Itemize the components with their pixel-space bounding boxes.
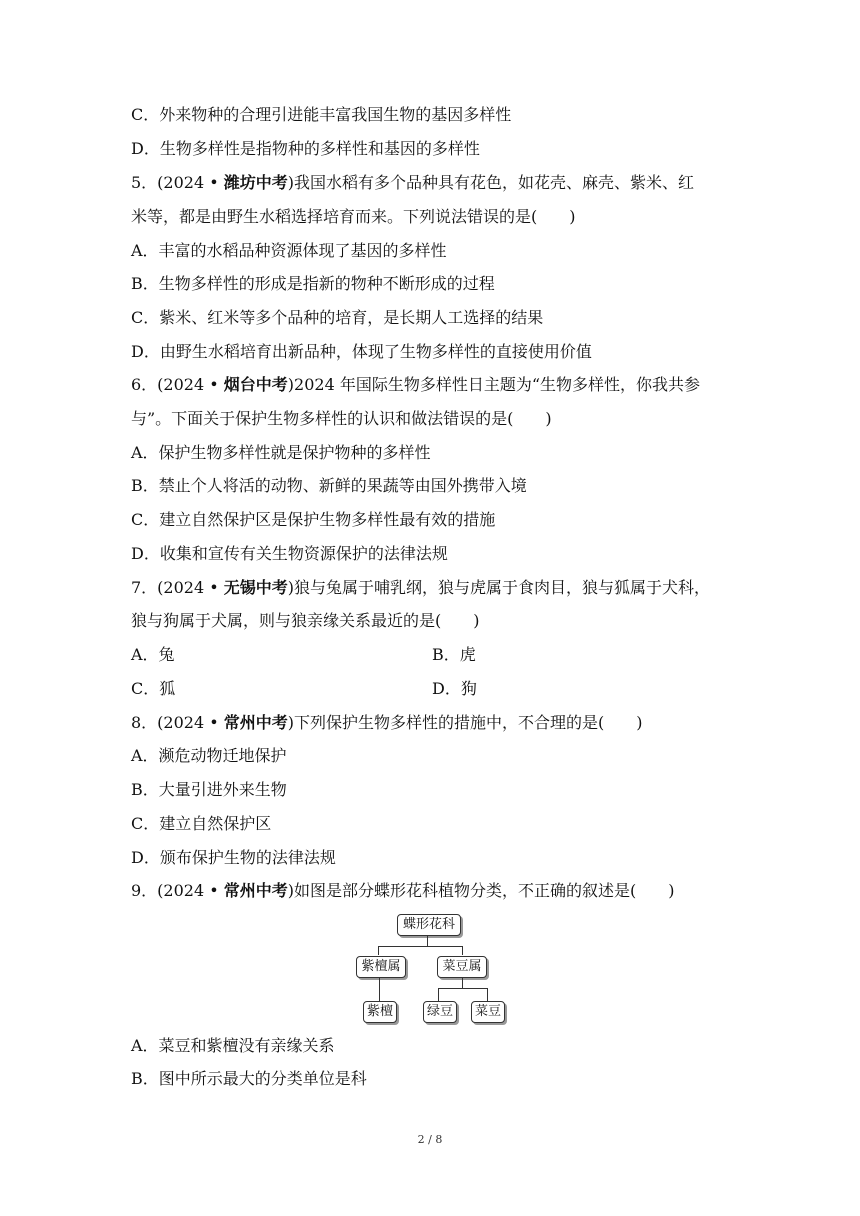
tree-genus-zitan: 紫檀属 — [356, 956, 406, 978]
q7-option-b: B．虎 — [432, 645, 476, 664]
q7-number: 7．(2024 • — [131, 578, 224, 597]
question-9-stem — [131, 881, 731, 901]
q6-option-a: A．保护生物多样性就是保护物种的多样性 — [131, 443, 431, 462]
q9-option-a: A．菜豆和紫檀没有亲缘关系 — [131, 1036, 335, 1055]
tree-connector — [487, 988, 488, 1001]
tree-species-caidou: 菜豆 — [471, 1001, 505, 1023]
q5-option-b: B．生物多样性的形成是指新的物种不断形成的过程 — [131, 274, 495, 293]
question-6-stem-line2: 与”。下面关于保护生物多样性的认识和做法错误的是( ) — [131, 409, 552, 428]
q8-source: 常州中考 — [223, 713, 288, 732]
q8-option-b: B．大量引进外来生物 — [131, 780, 287, 799]
q8-option-d: D．颁布保护生物的法律法规 — [131, 848, 336, 867]
q8-option-c: C．建立自然保护区 — [131, 814, 272, 833]
q6-option-d: D．收集和宣传有关生物资源保护的法律法规 — [131, 544, 448, 563]
q5-source: 潍坊中考 — [223, 173, 288, 192]
tree-connector — [379, 978, 380, 1001]
q6-number: 6．(2024 • — [131, 375, 224, 394]
tree-root: 蝶形花科 — [397, 914, 461, 936]
q7-source: 无锡中考 — [223, 578, 288, 597]
q5-text: )我国水稻有多个品种具有花色，如花壳、麻壳、紫米、红 — [287, 173, 695, 192]
question-5-stem-line2: 米等，都是由野生水稻选择培育而来。下列说法错误的是( ) — [131, 207, 576, 226]
q9-text: )如图是部分蝶形花科植物分类，不正确的叙述是( ) — [287, 881, 675, 900]
tree-connector — [438, 988, 488, 989]
tree-connector — [378, 946, 379, 955]
q7-option-c: C．狐 — [131, 679, 176, 698]
q9-source: 常州中考 — [223, 881, 288, 900]
tree-genus-caidou: 菜豆属 — [437, 956, 487, 978]
q7-text: )狼与兔属于哺乳纲，狼与虎属于食肉目，狼与狐属于犬科， — [287, 578, 711, 597]
question-7-stem — [131, 578, 731, 598]
tree-connector — [438, 988, 439, 1001]
q8-text: )下列保护生物多样性的措施中，不合理的是( ) — [287, 713, 643, 732]
q5-number: 5．(2024 • — [131, 173, 224, 192]
q8-option-a: A．濒危动物迁地保护 — [131, 746, 287, 765]
question-5-stem — [131, 173, 731, 193]
tree-connector — [462, 978, 463, 988]
page-number: 2 / 8 — [417, 1133, 443, 1146]
q5-option-d: D．由野生水稻培育出新品种，体现了生物多样性的直接使用价值 — [131, 342, 592, 361]
q7-option-a: A．兔 — [131, 645, 175, 664]
question-7-stem-line2: 狼与狗属于犬属，则与狼亲缘关系最近的是( ) — [131, 611, 480, 630]
tree-species-lvdou: 绿豆 — [423, 1001, 457, 1023]
tree-species-zitan: 紫檀 — [363, 1001, 397, 1023]
q7-option-d: D．狗 — [432, 679, 477, 698]
q6-option-b: B．禁止个人将活的动物、新鲜的果蔬等由国外携带入境 — [131, 476, 527, 495]
q6-source: 烟台中考 — [223, 375, 288, 394]
tree-connector — [378, 946, 463, 947]
line-c-prev: C．外来物种的合理引进能丰富我国生物的基因多样性 — [131, 105, 512, 124]
line-d-prev: D．生物多样性是指物种的多样性和基因的多样性 — [131, 139, 480, 158]
q9-number: 9．(2024 • — [131, 881, 224, 900]
q5-option-c: C．紫米、红米等多个品种的培育，是长期人工选择的结果 — [131, 308, 544, 327]
q8-number: 8．(2024 • — [131, 713, 224, 732]
q9-option-b: B．图中所示最大的分类单位是科 — [131, 1069, 367, 1088]
question-8-stem — [131, 713, 731, 733]
q5-option-a: A．丰富的水稻品种资源体现了基因的多样性 — [131, 241, 447, 260]
tree-connector — [462, 946, 463, 955]
q6-text: )2024 年国际生物多样性日主题为“生物多样性，你我共参 — [287, 375, 701, 394]
question-6-stem — [131, 375, 731, 395]
q6-option-c: C．建立自然保护区是保护生物多样性最有效的措施 — [131, 510, 496, 529]
